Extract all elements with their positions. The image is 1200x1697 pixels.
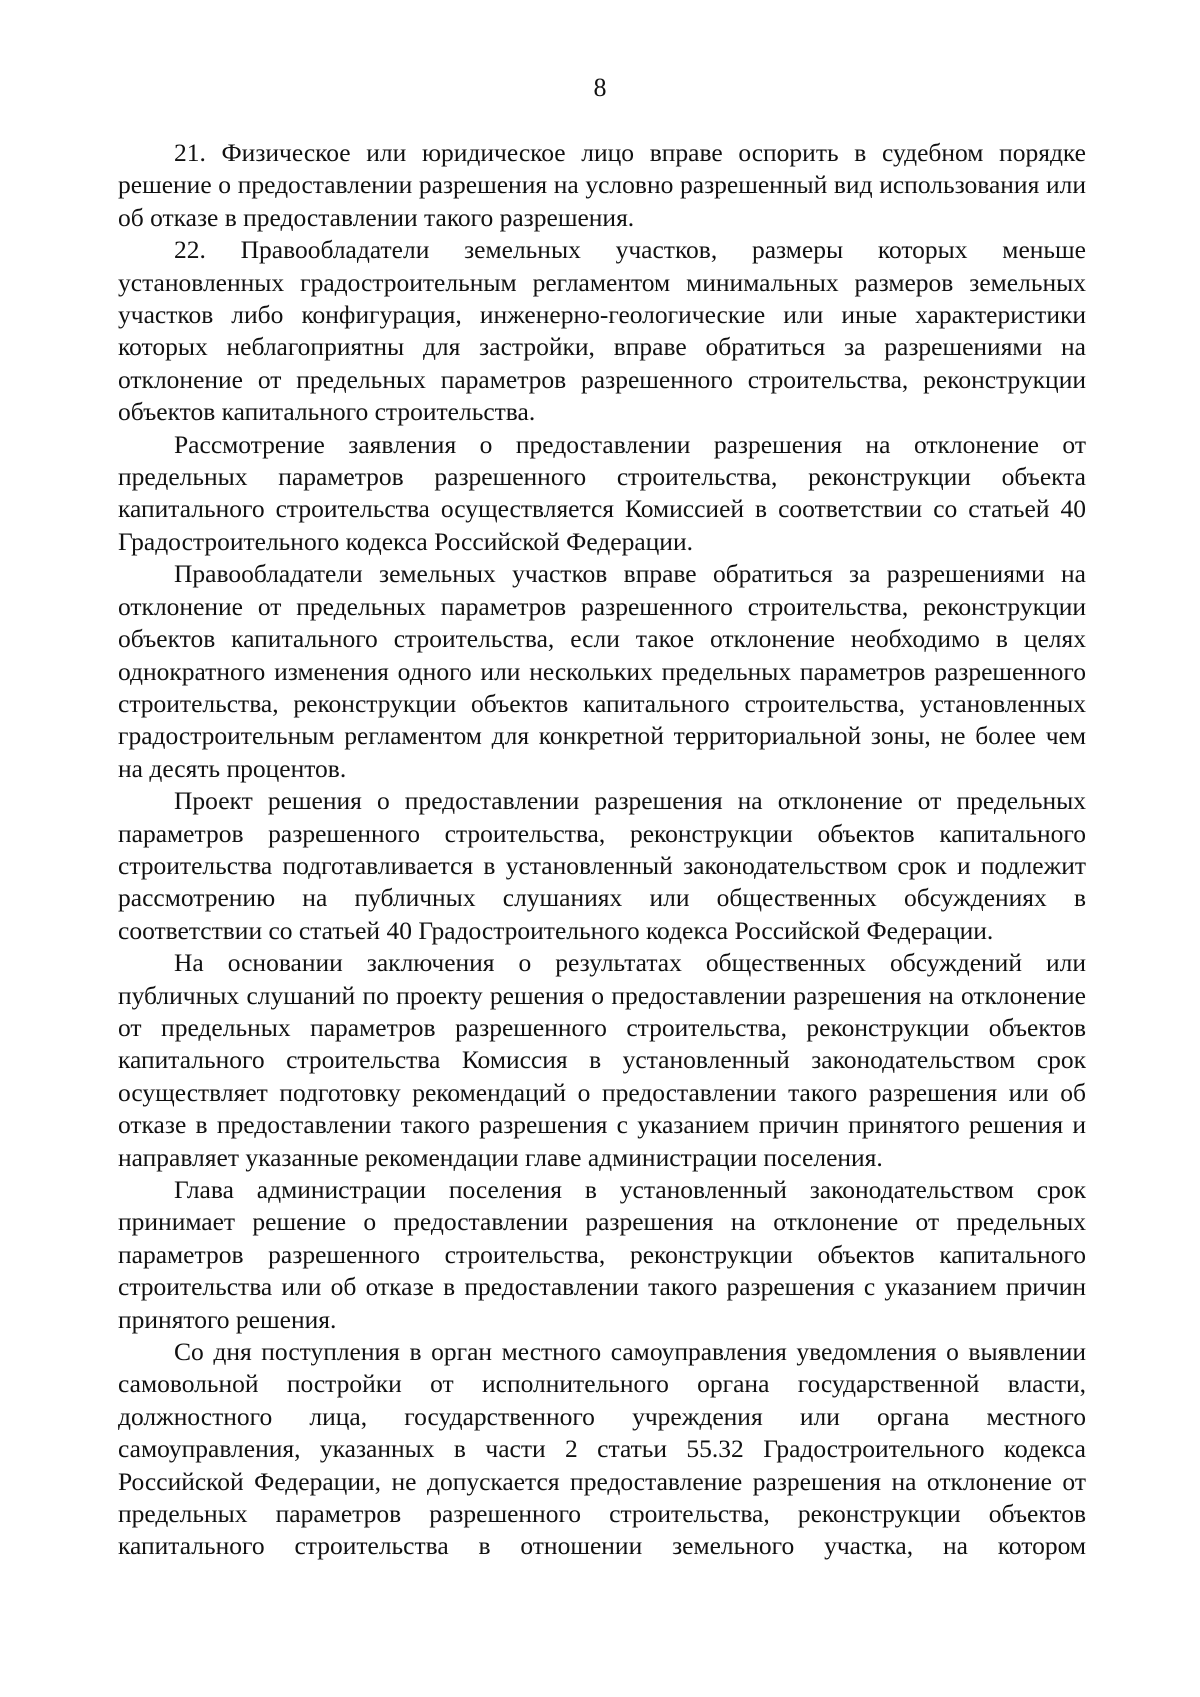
document-body	[118, 137, 1086, 1563]
paragraph-consideration: Рассмотрение заявления о предоставлении разрешения на отклонение от предельных параметров разрешенного строительства, реконструкции объекта капитального строительства осуществляется Комиссией в соответствии со статьей 40 Градостроительного кодекса Российской Федерации.	[118, 429, 1086, 556]
paragraph-commission-recommendations: На основании заключения о результатах общественных обсуждений или публичных слушаний по проекту решения о предоставлении разрешения на отклонение от предельных параметров разрешенного строительства, реконструкции объектов капитального строительства Комиссия в установленный законодательством срок осуществляет подготовку рекомендаций о предоставлении такого разрешения или об отказе в предоставлении такого разрешения с указанием причин принятого решения и направляет указанные рекомендации главе администрации поселения.	[118, 948, 1086, 1172]
paragraph-head-decision: Глава администрации поселения в установленный законодательством срок принимает решение о предоставлении разрешения на отклонение от предельных параметров разрешенного строительства, реконструкции объектов капитального строительства или об отказе в предоставлении такого разрешения с указанием причин принятого решения.	[118, 1175, 1086, 1334]
page-number: 8	[593, 73, 607, 102]
paragraph-22: 22. Правообладатели земельных участков, размеры которых меньше установленных градостроительным регламентом минимальных размеров земельных участков либо конфигурация, инженерно-геологические или иные характеристики которых неблагоприятны для застройки, вправе обратиться за разрешениями на отклонение от предельных параметров разрешенного строительства, реконструкции объектов капитального строительства.	[118, 235, 1086, 427]
paragraph-rightholders: Правообладатели земельных участков вправе обратиться за разрешениями на отклонение от предельных параметров разрешенного строительства, реконструкции объектов капитального строительства, если такое отклонение необходимо в целях однократного изменения одного или нескольких предельных параметров разрешенного строительства, реконструкции объектов капитального строительства, установленных градостроительным регламентом для конкретной территориальной зоны, не более чем на десять процентов.	[118, 559, 1086, 783]
paragraph-21: 21. Физическое или юридическое лицо вправе оспорить в судебном порядке решение о предоставлении разрешения на условно разрешенный вид использования или об отказе в предоставлении такого разрешения.	[118, 138, 1086, 232]
paragraph-draft-decision: Проект решения о предоставлении разрешения на отклонение от предельных параметров разрешенного строительства, реконструкции объектов капитального строительства подготавливается в установленный законодательством срок и подлежит рассмотрению на публичных слушаниях или общественных обсуждениях в соответствии со статьей 40 Градостроительного кодекса Российской Федерации.	[118, 786, 1086, 945]
paragraph-unauthorized-construction: Со дня поступления в орган местного самоуправления уведомления о выявлении самовольной постройки от исполнительного органа государственной власти, должностного лица, государственного учреждения или органа местного самоуправления, указанных в части 2 статьи 55.32 Градостроительного кодекса Российской Федерации, не допускается предоставление разрешения на отклонение от предельных параметров разрешенного строительства, реконструкции объектов капитального строительства в отношении земельного участка, на котором	[118, 1337, 1086, 1561]
